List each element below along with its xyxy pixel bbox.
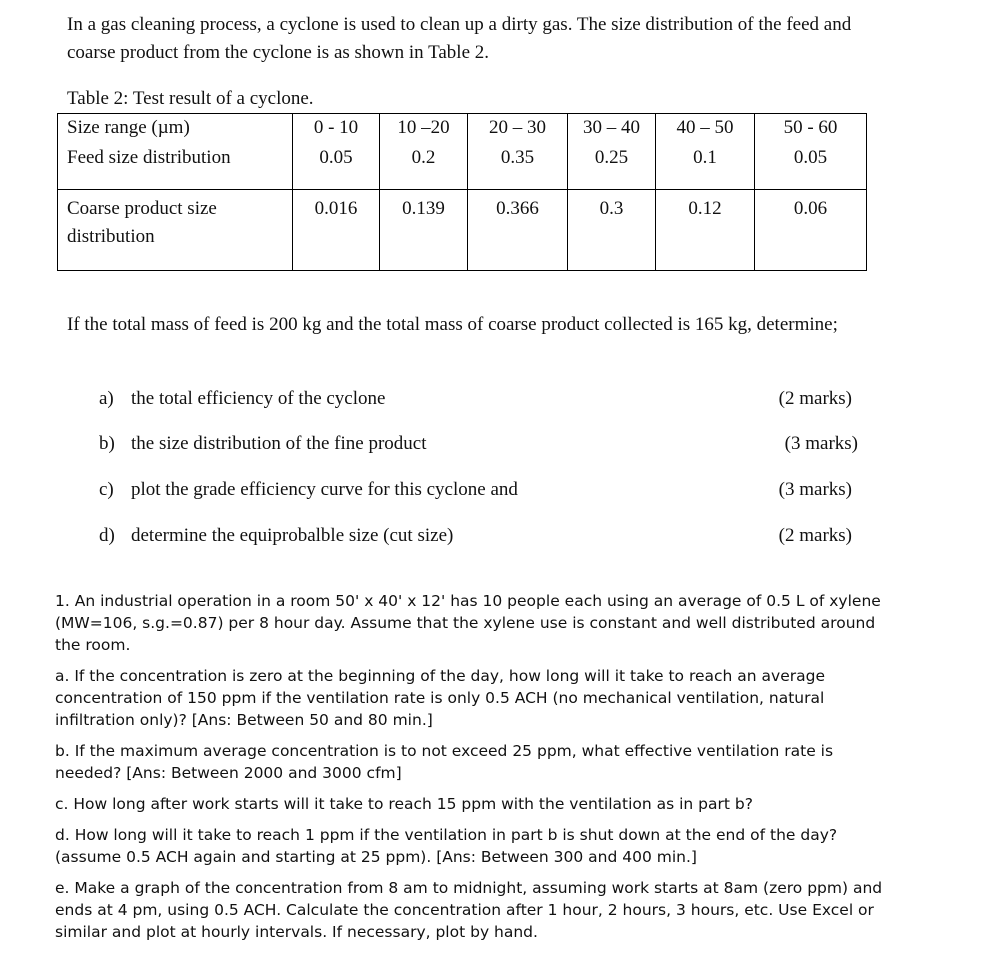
- problem-part-c: c. How long after work starts will it take to reach 15 ppm with the ventilation as in part b?: [55, 795, 753, 813]
- part-text: plot the grade efficiency curve for this cyclone and: [131, 479, 518, 500]
- size-range-cell: 40 – 50: [656, 114, 755, 145]
- part-text: the total efficiency of the cyclone: [131, 388, 386, 409]
- part-marks: (2 marks): [778, 388, 852, 409]
- coarse-value-cell: 0.06: [755, 190, 867, 271]
- feed-value-cell: 0.2: [380, 144, 468, 190]
- feed-value-cell: 0.35: [468, 144, 568, 190]
- problem-part-b: b. If the maximum average concentration is to not exceed 25 ppm, what effective ventilation rate is needed? [Ans: Between 2000 and 3000 cfm]: [55, 742, 834, 782]
- size-range-label: Size range (µm): [58, 114, 293, 145]
- coarse-value-cell: 0.3: [568, 190, 656, 271]
- question-paragraph: If the total mass of feed is 200 kg and the total mass of coarse product collected is 165 kg, determine;: [67, 314, 838, 335]
- part-letter: d): [99, 525, 115, 546]
- size-range-cell: 30 – 40: [568, 114, 656, 145]
- table-header-row: [58, 114, 867, 145]
- part-letter: c): [99, 479, 114, 500]
- coarse-label: Coarse product size distribution: [58, 190, 293, 271]
- table-row: [58, 190, 867, 271]
- part-text: determine the equiprobalble size (cut size): [131, 525, 454, 546]
- size-range-cell: 20 – 30: [468, 114, 568, 145]
- coarse-value-cell: 0.139: [380, 190, 468, 271]
- feed-value-cell: 0.05: [293, 144, 380, 190]
- coarse-value-cell: 0.016: [293, 190, 380, 271]
- problem-part-e: e. Make a graph of the concentration from 8 am to midnight, assuming work starts at 8am (zero ppm) and ends at 4 pm, using 0.5 ACH. Calculate the concentration after 1 hour, 2 hours, 3 hours, etc. Use Excel or similar and plot at hourly intervals. If necessary, plot by hand.: [55, 879, 883, 941]
- size-range-cell: 0 - 10: [293, 114, 380, 145]
- intro-paragraph: In a gas cleaning process, a cyclone is used to clean up a dirty gas. The size distribution of the feed and coarse product from the cyclone is as shown in Table 2.: [67, 14, 852, 63]
- problem-part-d: d. How long will it take to reach 1 ppm if the ventilation in part b is shut down at the end of the day? (assume 0.5 ACH again and starting at 25 ppm). [Ans: Between 300 and 400 min.]: [55, 826, 838, 866]
- part-letter: b): [99, 433, 115, 454]
- part-marks: (3 marks): [778, 479, 852, 500]
- problem-intro: 1. An industrial operation in a room 50' x 40' x 12' has 10 people each using an average of 0.5 L of xylene (MW=106, s.g.=0.87) per 8 hour day. Assume that the xylene use is constant and well distributed around the room.: [55, 592, 881, 654]
- size-range-cell: 10 –20: [380, 114, 468, 145]
- table-caption: Table 2: Test result of a cyclone.: [67, 88, 314, 109]
- part-letter: a): [99, 388, 114, 409]
- cyclone-test-table: [57, 113, 867, 271]
- feed-value-cell: 0.1: [656, 144, 755, 190]
- xylene-problem: [55, 590, 885, 952]
- table-row: [58, 144, 867, 190]
- problem-part-a: a. If the concentration is zero at the beginning of the day, how long will it take to reach an average concentration of 150 ppm if the ventilation rate is only 0.5 ACH (no mechanical ventilation, natural infiltration only)? [Ans: Between 50 and 80 min.]: [55, 667, 826, 729]
- part-text: the size distribution of the fine product: [131, 433, 427, 454]
- feed-label: Feed size distribution: [58, 144, 293, 190]
- part-marks: (3 marks): [784, 433, 858, 454]
- part-marks: (2 marks): [778, 525, 852, 546]
- size-range-cell: 50 - 60: [755, 114, 867, 145]
- coarse-value-cell: 0.366: [468, 190, 568, 271]
- feed-value-cell: 0.25: [568, 144, 656, 190]
- coarse-value-cell: 0.12: [656, 190, 755, 271]
- feed-value-cell: 0.05: [755, 144, 867, 190]
